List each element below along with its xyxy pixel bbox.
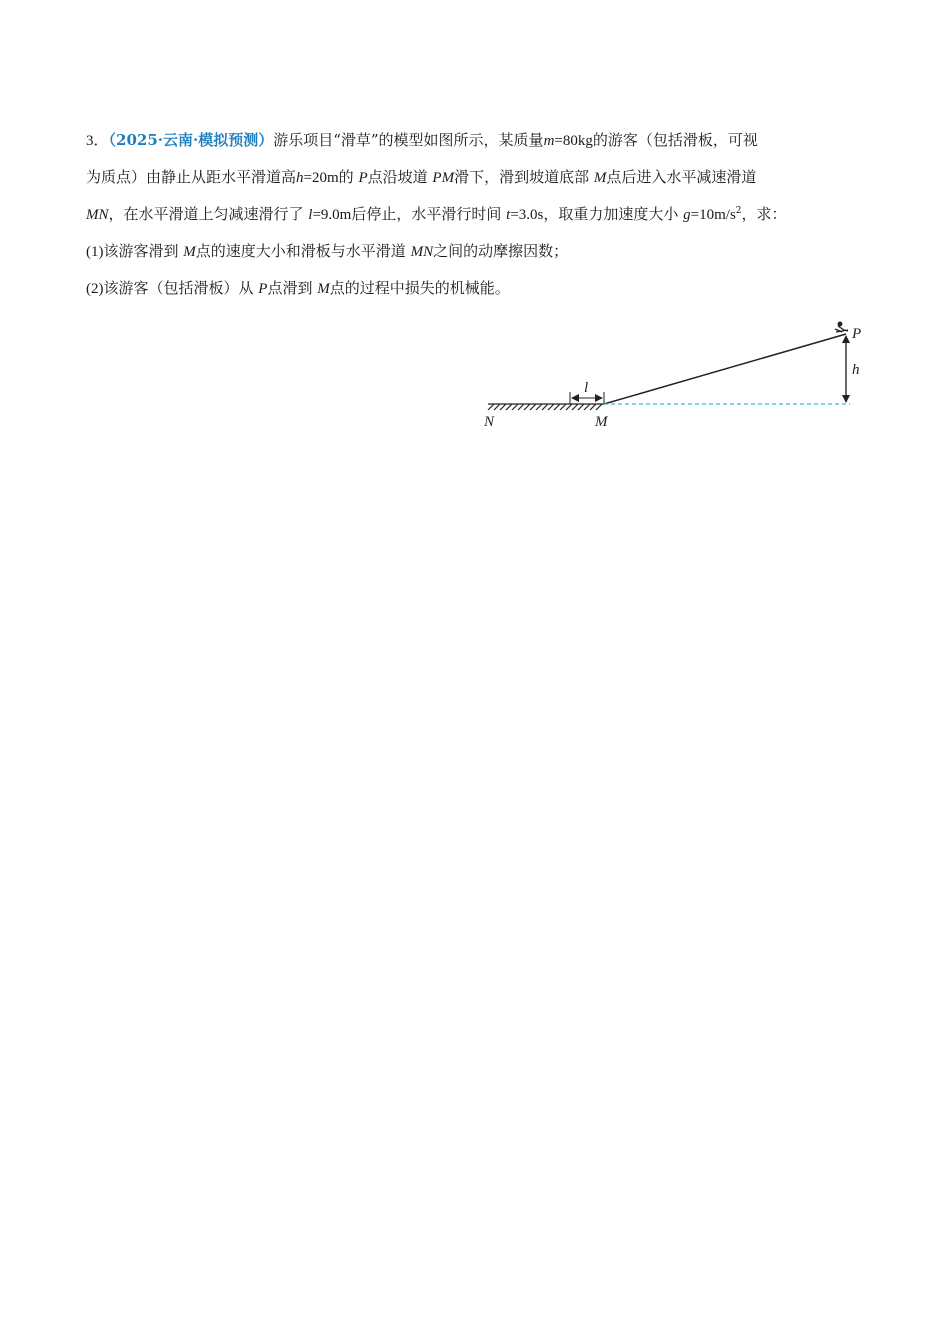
var-pm: PM	[432, 170, 455, 186]
text-segment: 点的过程中损失的机械能。	[329, 279, 510, 297]
source-tag: （2025·云南·模拟预测）	[108, 131, 274, 149]
superscript: 2	[735, 206, 742, 216]
var-mn: MN	[410, 244, 434, 260]
skier-icon	[835, 322, 848, 332]
label-h: h	[852, 362, 860, 378]
text-segment: =10m/s	[690, 207, 736, 223]
label-n: N	[484, 414, 495, 430]
text-segment: 点的速度大小和滑板与水平滑道	[195, 242, 406, 260]
text-segment: (1)该游客滑到	[86, 244, 179, 260]
text-segment: =9.0m后停止，水平滑行时间	[312, 207, 502, 223]
text-segment: 游乐项目“滑草”的模型如图所示，某质量	[273, 131, 544, 149]
ground-hatch	[488, 404, 604, 410]
var-m: M	[183, 244, 196, 260]
var-h: h	[296, 170, 304, 186]
var-m: M	[593, 170, 607, 186]
text-segment: =20m的	[303, 170, 354, 186]
label-p: P	[852, 326, 862, 342]
text-segment: (2)该游客（包括滑板）从	[86, 281, 254, 297]
text-segment: ，求：	[741, 205, 787, 223]
problem-line-3	[86, 196, 866, 233]
var-p: P	[258, 281, 268, 297]
text-segment: =3.0s，取重力加速度大小	[510, 207, 679, 223]
problem-text	[86, 122, 866, 307]
var-m: m	[543, 133, 555, 149]
var-m: M	[317, 281, 330, 297]
question-2	[86, 270, 866, 307]
text-segment: 之间的动摩擦因数；	[433, 242, 569, 260]
slope-diagram	[480, 318, 880, 438]
text-segment: 点沿坡道	[367, 168, 428, 186]
var-mn: MN	[86, 207, 109, 223]
var-g: g	[683, 207, 691, 223]
label-m: M	[595, 414, 608, 430]
text-segment: ，在水平滑道上匀减速滑行了	[108, 205, 304, 223]
text-segment: 滑下，滑到坡道底部	[454, 168, 590, 186]
var-t: t	[506, 207, 511, 223]
problem-line-2	[86, 159, 866, 196]
problem-number: 3．	[86, 133, 109, 149]
text-segment: 点后进入水平减速滑道	[606, 168, 757, 186]
var-l: l	[308, 207, 313, 223]
label-l: l	[584, 380, 589, 396]
question-1	[86, 233, 866, 270]
var-p: P	[358, 170, 368, 186]
text-segment: 点滑到	[267, 279, 313, 297]
text-segment: =80kg的游客（包括滑板，可视	[554, 133, 758, 149]
text-segment: 为质点）由静止从距水平滑道高	[86, 168, 297, 186]
problem-line-1	[86, 122, 866, 159]
slope-line	[604, 334, 846, 404]
